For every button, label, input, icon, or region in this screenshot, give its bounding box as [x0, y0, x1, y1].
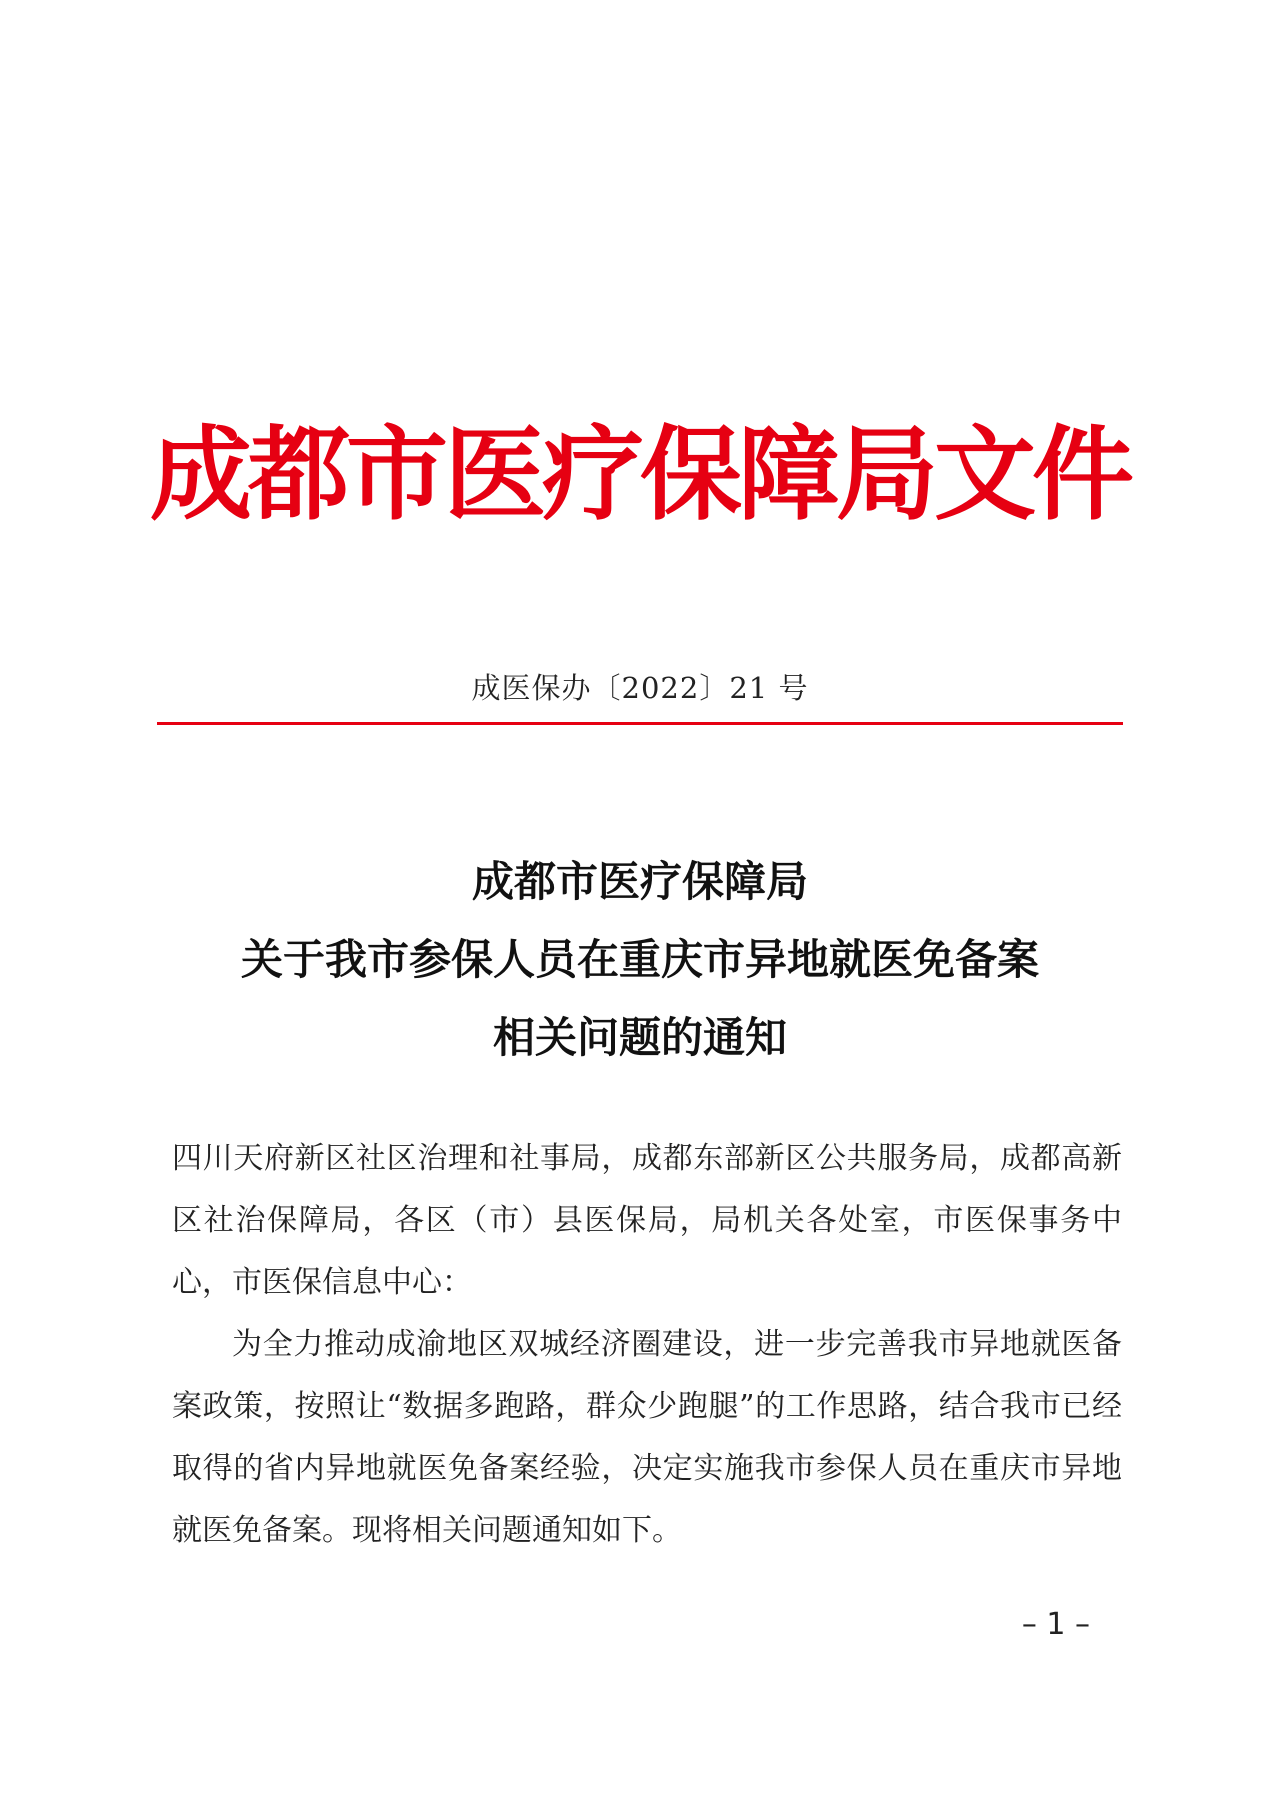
- masthead-title: 成都市医疗保障局文件: [150, 415, 1130, 535]
- document-number: 成医保办〔2022〕21 号: [471, 671, 809, 705]
- body-text: [172, 1128, 1122, 1562]
- addressees-paragraph: 四川天府新区社区治理和社事局，成都东部新区公共服务局，成都高新区社治保障局，各区（市）县医保局，局机关各处室，市医保事务中心，市医保信息中心：: [172, 1141, 1122, 1300]
- body-paragraph-1: 为全力推动成渝地区双城经济圈建设，进一步完善我市异地就医备案政策，按照让“数据多跑路，群众少跑腿”的工作思路，结合我市已经取得的省内异地就医免备案经验，决定实施我市参保人员在重庆市异地就医免备案。现将相关问题通知如下。: [172, 1327, 1122, 1548]
- page-number: – 1 –: [1021, 1607, 1090, 1642]
- title-line-1: 成都市医疗保障局: [471, 857, 808, 906]
- title-line-2: 关于我市参保人员在重庆市异地就医免备案: [240, 935, 1039, 984]
- title-line-3: 相关问题的通知: [492, 1013, 787, 1062]
- red-divider: [157, 722, 1123, 725]
- notice-title: [0, 843, 1280, 1077]
